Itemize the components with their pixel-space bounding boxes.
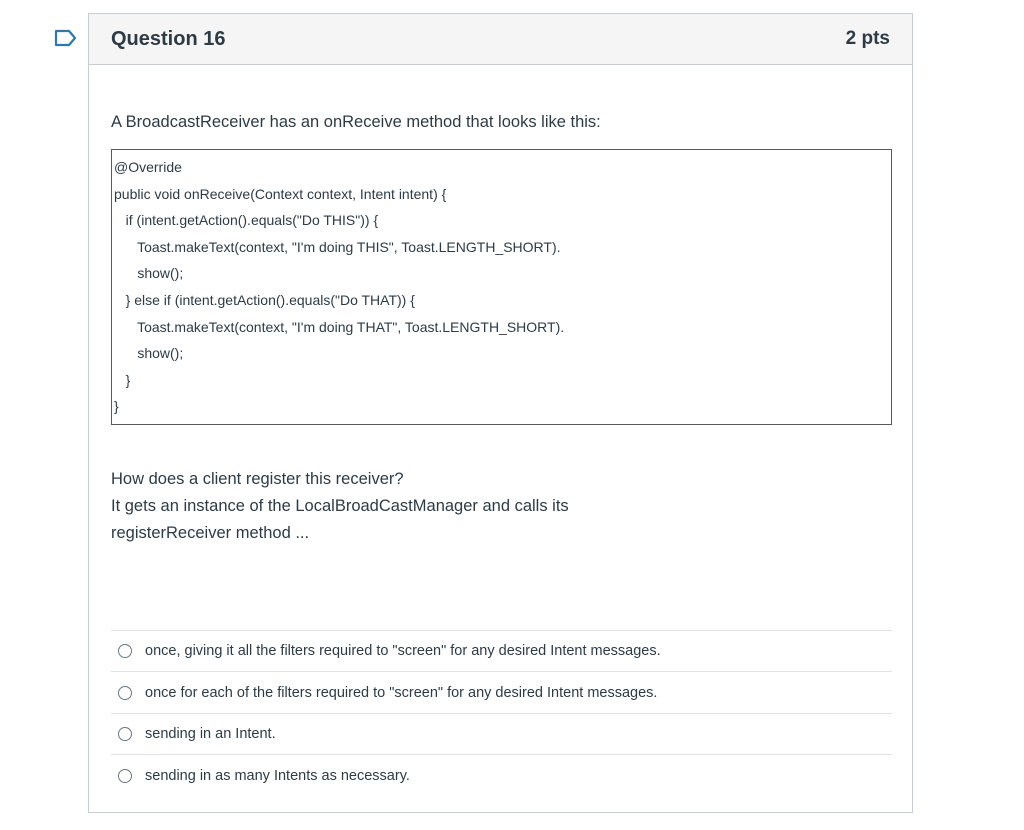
question-header bbox=[89, 14, 912, 65]
answer-label[interactable]: once, giving it all the filters required to "screen" for any desired Intent messages. bbox=[145, 643, 661, 660]
code-line: } bbox=[114, 398, 119, 415]
question-body bbox=[89, 113, 912, 796]
code-block bbox=[111, 149, 892, 425]
question-card bbox=[88, 13, 913, 813]
code-line: Toast.makeText(context, "I'm doing THAT", Toast.LENGTH_SHORT). bbox=[114, 318, 565, 335]
code-line: @Override bbox=[114, 159, 182, 175]
answer-list bbox=[111, 630, 892, 796]
answer-label[interactable]: once for each of the filters required to "screen" for any desired Intent messages. bbox=[145, 684, 658, 701]
code-line: } bbox=[114, 371, 131, 388]
question-prompt bbox=[111, 466, 890, 547]
answer-option-1[interactable] bbox=[111, 630, 892, 672]
answer-option-4[interactable] bbox=[111, 754, 892, 796]
code-line: } else if (intent.getAction().equals("Do THAT)) { bbox=[114, 291, 415, 308]
code-line: if (intent.getAction().equals("Do THIS")) { bbox=[114, 212, 379, 229]
radio-button[interactable] bbox=[118, 686, 132, 700]
question-prompt-line: It gets an instance of the LocalBroadCastManager and calls its bbox=[111, 496, 569, 515]
code-line: show(); bbox=[114, 345, 184, 362]
flag-question-icon[interactable] bbox=[54, 29, 78, 47]
question-prompt-line: registerReceiver method ... bbox=[111, 523, 310, 542]
code-line: public void onReceive(Context context, Intent intent) { bbox=[114, 185, 447, 202]
answer-label[interactable]: sending in an Intent. bbox=[145, 726, 276, 743]
question-title: Question 16 bbox=[111, 27, 226, 50]
radio-button[interactable] bbox=[118, 644, 132, 658]
answer-option-2[interactable] bbox=[111, 671, 892, 713]
question-intro: A BroadcastReceiver has an onReceive method that looks like this: bbox=[111, 113, 601, 131]
question-points: 2 pts bbox=[845, 28, 890, 49]
radio-button[interactable] bbox=[118, 727, 132, 741]
radio-button[interactable] bbox=[118, 769, 132, 783]
question-prompt-line: How does a client register this receiver? bbox=[111, 469, 404, 488]
answer-label[interactable]: sending in as many Intents as necessary. bbox=[145, 767, 410, 784]
code-line: show(); bbox=[114, 265, 184, 282]
answer-option-3[interactable] bbox=[111, 713, 892, 755]
code-line: Toast.makeText(context, "I'm doing THIS", Toast.LENGTH_SHORT). bbox=[114, 238, 561, 255]
